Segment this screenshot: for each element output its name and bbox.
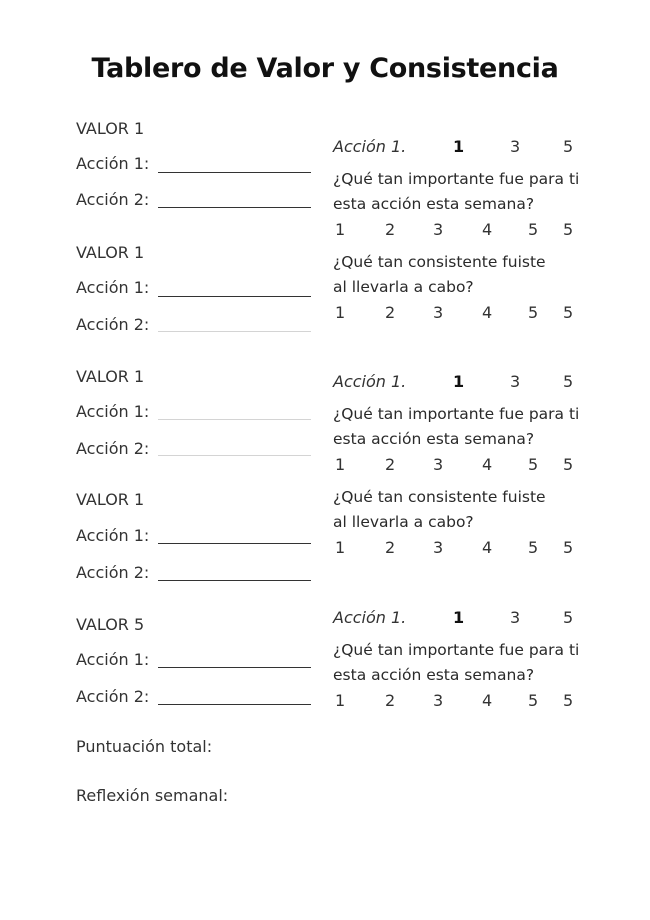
action-rating-label: Acción 1. <box>333 372 407 391</box>
value-heading: VALOR 1 <box>76 490 145 509</box>
scale-option[interactable]: 2 <box>385 220 396 239</box>
header-number: 3 <box>510 137 521 156</box>
value-heading: VALOR 5 <box>76 615 145 634</box>
importance-scale <box>0 691 650 713</box>
scale-option[interactable]: 2 <box>385 538 396 557</box>
value-heading: VALOR 1 <box>76 243 145 262</box>
scale-option[interactable]: 2 <box>385 691 396 710</box>
importance-question: esta acción esta semana? <box>333 430 535 448</box>
value-heading: VALOR 1 <box>76 367 145 386</box>
scale-option[interactable]: 4 <box>482 303 493 322</box>
consistency-question: ¿Qué tan consistente fuiste <box>333 253 546 271</box>
action-1-field[interactable] <box>158 172 311 173</box>
importance-question: ¿Qué tan importante fue para ti <box>333 641 580 659</box>
action-2-label: Acción 2: <box>76 190 150 209</box>
header-number: 1 <box>453 137 465 156</box>
consistency-scale <box>0 303 650 325</box>
action-1-field[interactable] <box>158 667 311 668</box>
action-2-field[interactable] <box>158 331 311 332</box>
header-number: 5 <box>563 137 574 156</box>
scale-option[interactable]: 5 <box>563 303 574 322</box>
importance-question: ¿Qué tan importante fue para ti <box>333 405 580 423</box>
action-2-field[interactable] <box>158 207 311 208</box>
total-score-label: Puntuación total: <box>76 737 213 756</box>
action-rating-label: Acción 1. <box>333 137 407 156</box>
action-2-field[interactable] <box>158 580 311 581</box>
action-rating-label: Acción 1. <box>333 608 407 627</box>
header-number: 5 <box>563 372 574 391</box>
scale-option[interactable]: 5 <box>528 220 539 239</box>
action-1-label: Acción 1: <box>76 650 150 669</box>
action-1-label: Acción 1: <box>76 154 150 173</box>
header-number: 3 <box>510 608 521 627</box>
scale-option[interactable]: 5 <box>563 691 574 710</box>
scale-option[interactable]: 1 <box>335 538 346 557</box>
action-1-label: Acción 1: <box>76 526 150 545</box>
action-1-field[interactable] <box>158 296 311 297</box>
scale-option[interactable]: 4 <box>482 538 493 557</box>
scale-option[interactable]: 1 <box>335 303 346 322</box>
scale-option[interactable]: 1 <box>335 220 346 239</box>
consistency-question: al llevarla a cabo? <box>333 278 474 296</box>
action-2-label: Acción 2: <box>76 439 150 458</box>
scale-option[interactable]: 3 <box>433 691 444 710</box>
header-number: 1 <box>453 372 465 391</box>
header-number: 3 <box>510 372 521 391</box>
scale-option[interactable]: 3 <box>433 220 444 239</box>
scale-option[interactable]: 5 <box>528 691 539 710</box>
scale-option[interactable]: 2 <box>385 303 396 322</box>
importance-scale <box>0 220 650 242</box>
value-heading: VALOR 1 <box>76 119 145 138</box>
scale-option[interactable]: 4 <box>482 220 493 239</box>
scale-option[interactable]: 3 <box>433 455 444 474</box>
action-2-label: Acción 2: <box>76 315 150 334</box>
weekly-reflection-label: Reflexión semanal: <box>76 786 229 805</box>
scale-option[interactable]: 5 <box>528 538 539 557</box>
consistency-question: al llevarla a cabo? <box>333 513 474 531</box>
action-1-label: Acción 1: <box>76 278 150 297</box>
scale-option[interactable]: 1 <box>335 691 346 710</box>
scale-option[interactable]: 5 <box>528 455 539 474</box>
header-number: 5 <box>563 608 574 627</box>
scale-option[interactable]: 1 <box>335 455 346 474</box>
importance-scale <box>0 455 650 477</box>
page-title: Tablero de Valor y Consistencia <box>91 53 559 84</box>
action-1-field[interactable] <box>158 419 311 420</box>
header-number: 1 <box>453 608 465 627</box>
importance-question: esta acción esta semana? <box>333 666 535 684</box>
scale-option[interactable]: 5 <box>563 220 574 239</box>
action-2-label: Acción 2: <box>76 687 150 706</box>
scale-option[interactable]: 3 <box>433 303 444 322</box>
action-1-label: Acción 1: <box>76 402 150 421</box>
scale-option[interactable]: 5 <box>528 303 539 322</box>
scale-option[interactable]: 4 <box>482 455 493 474</box>
consistency-question: ¿Qué tan consistente fuiste <box>333 488 546 506</box>
importance-question: esta acción esta semana? <box>333 195 535 213</box>
importance-question: ¿Qué tan importante fue para ti <box>333 170 580 188</box>
scale-option[interactable]: 2 <box>385 455 396 474</box>
scale-option[interactable]: 4 <box>482 691 493 710</box>
scale-option[interactable]: 5 <box>563 538 574 557</box>
scale-option[interactable]: 5 <box>563 455 574 474</box>
scale-option[interactable]: 3 <box>433 538 444 557</box>
consistency-scale <box>0 538 650 560</box>
action-2-label: Acción 2: <box>76 563 150 582</box>
